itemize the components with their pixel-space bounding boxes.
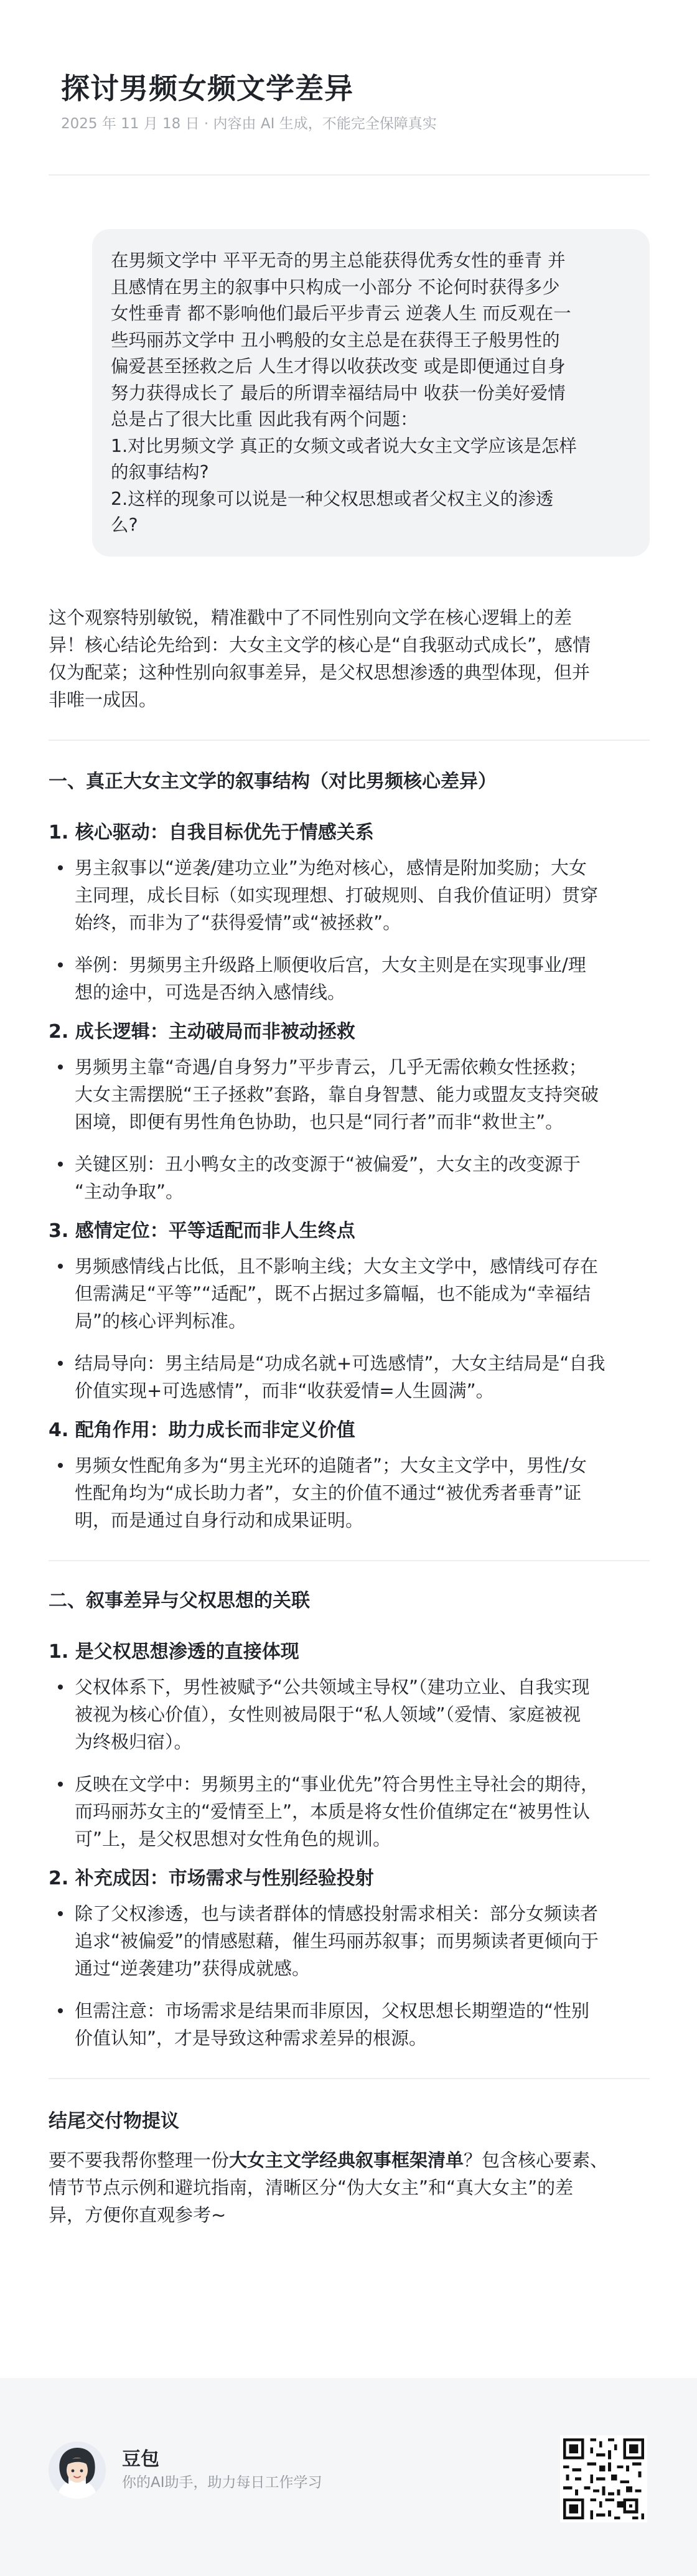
subsection-title: 4. 配角作用：助力成长而非定义价值 bbox=[49, 1419, 355, 1441]
brand-text bbox=[122, 2447, 322, 2493]
intro-line: 非唯一成因。 bbox=[49, 689, 157, 710]
question-line: 女性垂青 都不影响他们最后平步青云 逆袭人生 而反观在一 bbox=[111, 303, 571, 324]
question-line: 总是占了很大比重 因此我有两个问题： bbox=[111, 409, 418, 430]
bullet-item bbox=[49, 1900, 650, 1982]
bullet-text: 反映在文学中：男频男主的“事业优先”符合男性主导社会的期待， bbox=[75, 1774, 599, 1795]
bullet-item bbox=[49, 1053, 650, 1135]
page-title: 探讨男频女频文学差异 bbox=[61, 72, 353, 105]
answer-intro bbox=[49, 604, 650, 713]
question-line: 的叙事结构? bbox=[111, 462, 209, 482]
bullet-text: 举例：男频男主升级路上顺便收后宫，大女主则是在实现事业/理 bbox=[75, 954, 586, 975]
bullet-item bbox=[49, 1452, 650, 1534]
bullet-item bbox=[49, 1997, 650, 2052]
bullet-dot-icon bbox=[58, 1065, 63, 1069]
bullet-dot-icon bbox=[58, 1264, 63, 1269]
bullet-dot-icon bbox=[58, 962, 63, 967]
bullet-text: 男频感情线占比低，且不影响主线；大女主文学中，感情线可存在 bbox=[75, 1256, 599, 1277]
user-question-bubble bbox=[92, 229, 650, 557]
subsection-title: 2. 补充成因：市场需求与性别经验投射 bbox=[49, 1868, 374, 1889]
closing-text: 情节节点示例和避坑指南，清晰区分“伪大女主”和“真大女主”的差 bbox=[49, 2177, 574, 2198]
bullet-dot-icon bbox=[58, 1361, 63, 1366]
bullet-dot-icon bbox=[58, 2008, 63, 2013]
closing-heading: 结尾交付物提议 bbox=[49, 2110, 179, 2132]
subsection-title: 2. 成长逻辑：主动破局而非被动拯救 bbox=[49, 1021, 355, 1043]
bullet-item bbox=[49, 854, 650, 936]
bullet-text: 始终，而非为了“获得爱情”或“被拯救”。 bbox=[75, 912, 401, 933]
bullet-text: 男主叙事以“逆袭/建功立业”为绝对核心，感情是附加奖励；大女 bbox=[75, 857, 587, 878]
bullet-item bbox=[49, 1673, 650, 1756]
bullet-text: 大女主需摆脱“王子拯救”套路，靠自身智慧、能力或盟友支持突破 bbox=[75, 1084, 599, 1105]
bullet-text: 男频男主靠“奇遇/自身努力”平步青云，几乎无需依赖女性拯救； bbox=[75, 1056, 587, 1078]
question-line: 偏爱甚至拯救之后 人生才得以收获改变 或是即便通过自身 bbox=[111, 356, 566, 377]
bullet-dot-icon bbox=[58, 1685, 63, 1690]
brand-slogan: 你的AI助手，助力每日工作学习 bbox=[122, 2475, 322, 2491]
question-line: 1.对比男频文学 真正的女频文或者说大女主文学应该是怎样 bbox=[111, 435, 577, 456]
page-header bbox=[61, 68, 650, 134]
ai-answer bbox=[49, 604, 650, 2229]
bullet-dot-icon bbox=[58, 1911, 63, 1916]
closing-text: 异，方便你直观参考~ bbox=[49, 2204, 227, 2226]
bullet-dot-icon bbox=[58, 1463, 63, 1468]
header-divider bbox=[49, 174, 650, 176]
bullet-text: 困境，即便有男性角色协助，也只是“同行者”而非“救世主”。 bbox=[75, 1111, 564, 1132]
bullet-item bbox=[49, 1770, 650, 1853]
closing-strong-text: 大女主文学经典叙事框架清单 bbox=[229, 2150, 464, 2171]
bullet-item bbox=[49, 1253, 650, 1335]
bullet-text: 但需注意：市场需求是结果而非原因，父权思想长期塑造的“性别 bbox=[75, 2000, 590, 2021]
section-divider bbox=[49, 2078, 650, 2079]
bullet-text: 但需满足“平等”“适配”，既不占据过多篇幅，也不能成为“幸福结 bbox=[75, 1283, 591, 1304]
intro-line: 这个观察特别敏锐，精准戳中了不同性别向文学在核心逻辑上的差 bbox=[49, 607, 573, 628]
bullet-dot-icon bbox=[58, 865, 63, 870]
subsection-title: 1. 核心驱动：自我目标优先于情感关系 bbox=[49, 822, 374, 844]
bullet-text: 明，而是通过自身行动和成果证明。 bbox=[75, 1510, 364, 1531]
bullet-text: 男频女性配角多为“男主光环的追随者”；大女主文学中，男性/女 bbox=[75, 1455, 587, 1476]
question-line: 些玛丽苏文学中 丑小鸭般的女主总是在获得王子般男性的 bbox=[111, 329, 560, 350]
intro-line: 异！核心结论先给到：大女主文学的核心是“自我驱动式成长”，感情 bbox=[49, 634, 591, 656]
question-line: 且感情在男主的叙事中只构成一小部分 不论何时获得多少 bbox=[111, 276, 560, 298]
bullet-text: 关键区别：丑小鸭女主的改变源于“被偏爱”，大女主的改变源于 bbox=[75, 1154, 581, 1175]
bullet-text: 可”上，是父权思想对女性角色的规训。 bbox=[75, 1828, 391, 1850]
bullet-text: 主同理，成长目标（如实现理想、打破规则、自我价值证明）贯穿 bbox=[75, 885, 599, 906]
bullet-text: 结局导向：男主结局是“功成名就+可选感情”，大女主结局是“自我 bbox=[75, 1353, 606, 1374]
subsection-title: 3. 感情定位：平等适配而非人生终点 bbox=[49, 1220, 355, 1242]
closing-text: 要不要我帮你整理一份 bbox=[49, 2150, 230, 2171]
question-line: 么? bbox=[111, 515, 138, 535]
section-divider bbox=[49, 740, 650, 741]
bullet-item bbox=[49, 1350, 650, 1404]
section-heading: 二、叙事差异与父权思想的关联 bbox=[49, 1590, 310, 1612]
brand-name: 豆包 bbox=[122, 2448, 159, 2470]
avatar-girl-icon bbox=[49, 2442, 106, 2499]
bullet-text: 价值实现+可选感情”，而非“收获爱情=人生圆满”。 bbox=[75, 1380, 494, 1401]
closing-text: ？包含核心要素、 bbox=[464, 2150, 609, 2171]
bullet-text: 而玛丽苏女主的“爱情至上”，本质是将女性价值绑定在“被男性认 bbox=[75, 1801, 591, 1822]
section-heading: 一、真正大女主文学的叙事结构（对比男频核心差异） bbox=[49, 771, 497, 792]
bullet-dot-icon bbox=[58, 1782, 63, 1787]
question-line: 2.这样的现象可以说是一种父权思想或者父权主义的渗透 bbox=[111, 488, 554, 509]
question-line: 在男频文学中 平平无奇的男主总能获得优秀女性的垂青 并 bbox=[111, 250, 566, 271]
bullet-text: 父权体系下，男性被赋予“公共领域主导权”（建功立业、自我实现 bbox=[75, 1676, 590, 1698]
bullet-text: 通过“逆袭建功”获得成就感。 bbox=[75, 1958, 311, 1979]
bullet-item bbox=[49, 1150, 650, 1205]
bullet-text: 除了父权渗透，也与读者群体的情感投射需求相关：部分女频读者 bbox=[75, 1903, 599, 1924]
bullet-text: 追求“被偏爱”的情感慰藉，催生玛丽苏叙事；而男频读者更倾向于 bbox=[75, 1930, 599, 1952]
bullet-text: 被视为核心价值），女性则被局限于“私人领域”（爱情、家庭被视 bbox=[75, 1704, 581, 1725]
bullet-text: 想的途中，可选是否纳入感情线。 bbox=[75, 982, 346, 1003]
question-line: 努力获得成长了 最后的所谓幸福结局中 收获一份美好爱情 bbox=[111, 382, 566, 403]
bullet-text: “主动争取”。 bbox=[75, 1181, 184, 1202]
subsection-title: 1. 是父权思想渗透的直接体现 bbox=[49, 1641, 299, 1663]
page-meta: 2025 年 11 月 18 日 · 内容由 AI 生成，不能完全保障真实 bbox=[61, 116, 437, 132]
footer-brand bbox=[49, 2442, 322, 2499]
qr-code-icon bbox=[560, 2435, 647, 2522]
bullet-item bbox=[49, 951, 650, 1006]
bullet-text: 局”的核心评判标准。 bbox=[75, 1310, 247, 1332]
bullet-text: 性配角均为“成长助力者”，女主的价值不通过“被优秀者垂青”证 bbox=[75, 1482, 582, 1503]
bullet-text: 为终极归宿）。 bbox=[75, 1731, 192, 1752]
section-divider bbox=[49, 1560, 650, 1561]
bullet-text: 价值认知”，才是导致这种需求差异的根源。 bbox=[75, 2028, 428, 2049]
closing-paragraph bbox=[49, 2146, 650, 2229]
intro-line: 仅为配菜；这种性别向叙事差异，是父权思想渗透的典型体现，但并 bbox=[49, 662, 591, 683]
bullet-dot-icon bbox=[58, 1162, 63, 1167]
